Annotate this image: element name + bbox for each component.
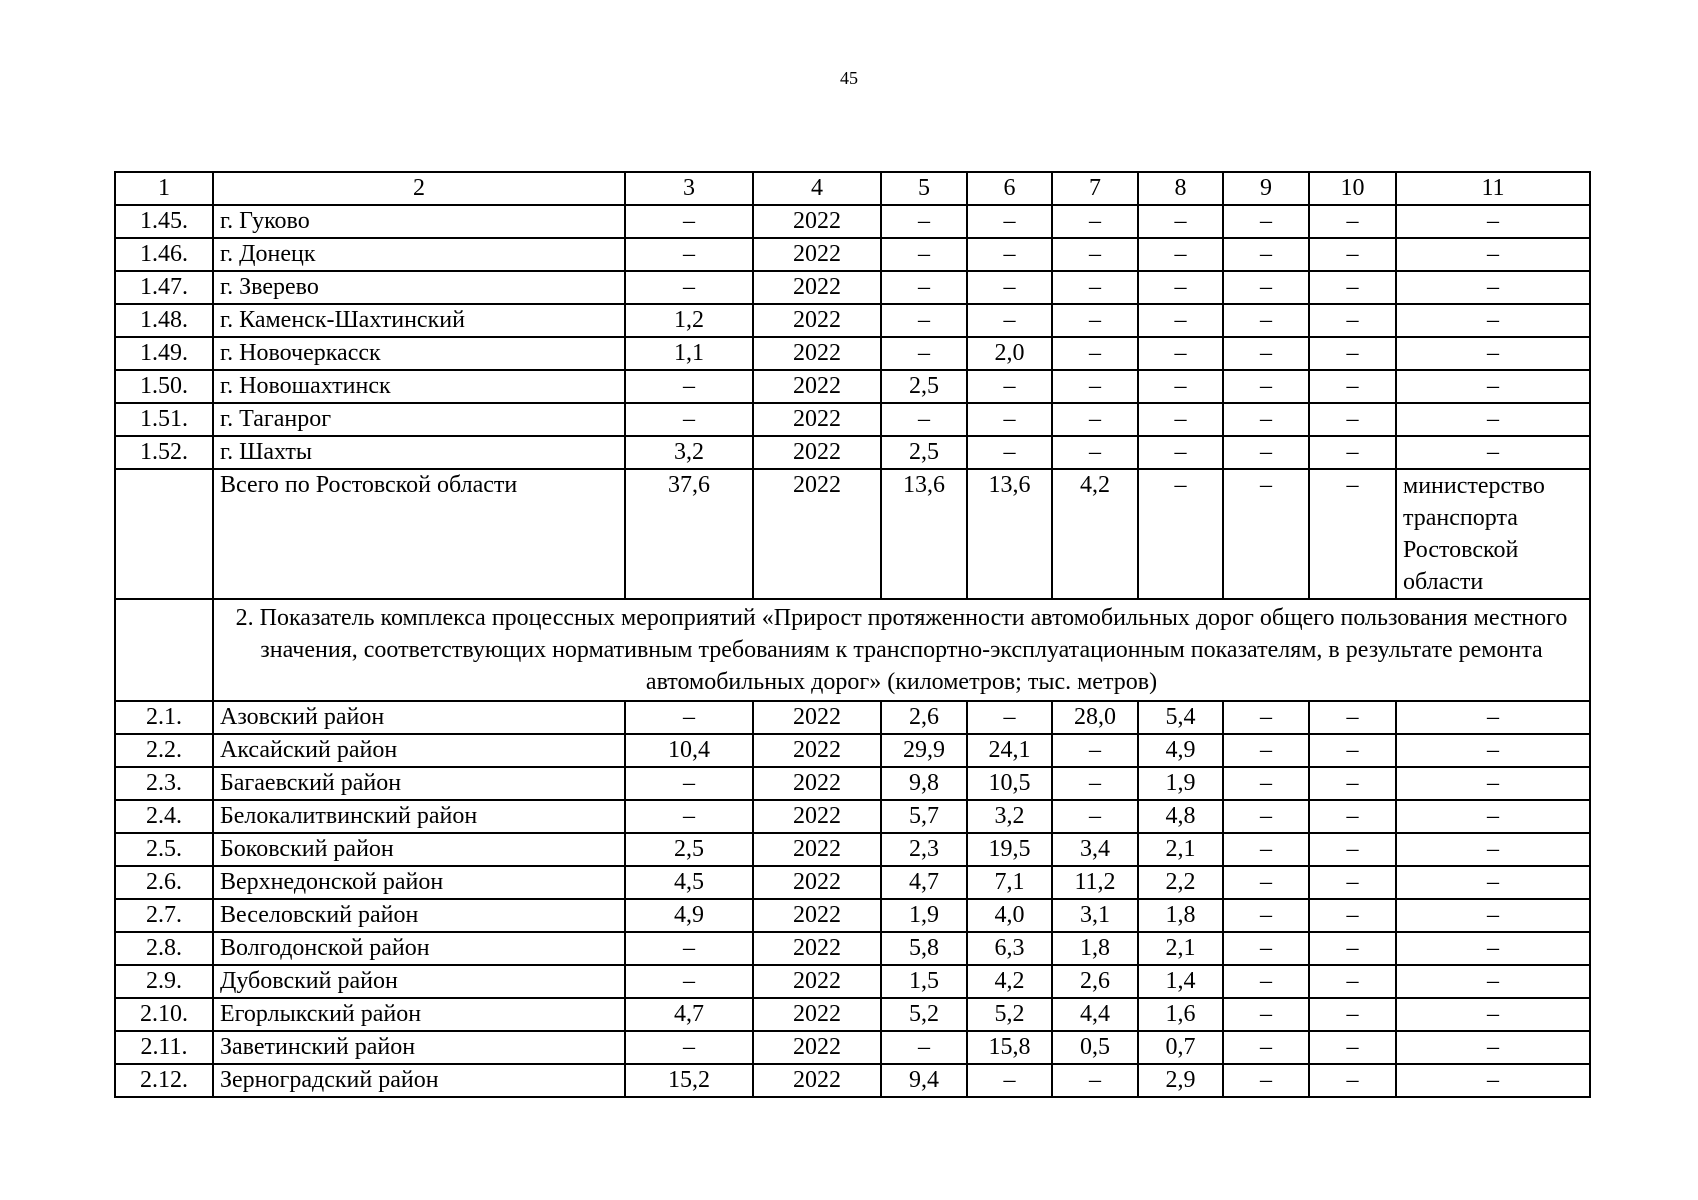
value-cell: – <box>1396 271 1590 304</box>
value-cell: 13,6 <box>881 469 967 599</box>
value-cell: – <box>1309 1031 1396 1064</box>
value-cell: 1,9 <box>881 899 967 932</box>
table-row <box>115 436 1590 469</box>
header-cell: 2 <box>213 172 625 205</box>
value-cell: – <box>625 1031 753 1064</box>
value-cell: – <box>1223 205 1309 238</box>
value-cell: 2,6 <box>881 701 967 734</box>
value-cell: 2,9 <box>1138 1064 1223 1097</box>
row-name-cell: г. Новочеркасск <box>213 337 625 370</box>
value-cell: 4,9 <box>625 899 753 932</box>
value-cell: 2022 <box>753 1031 881 1064</box>
value-cell: 15,2 <box>625 1064 753 1097</box>
value-cell: 5,7 <box>881 800 967 833</box>
row-number-cell: 2.2. <box>115 734 213 767</box>
value-cell: – <box>1223 932 1309 965</box>
section-title: 2. Показатель комплекса процессных мероприятий «Прирост протяженности автомобильных дорог общего пользования местного значения, соответствующих нормативным требованиям к транспортно-эксплуатационным показателям, в результате ремонта автомобильных дорог» (километров; тыс. метров) <box>213 599 1590 701</box>
value-cell: 4,4 <box>1052 998 1138 1031</box>
value-cell: – <box>967 370 1052 403</box>
value-cell: – <box>1396 403 1590 436</box>
value-cell: – <box>625 205 753 238</box>
value-cell: – <box>625 932 753 965</box>
value-cell: – <box>967 271 1052 304</box>
value-cell: 4,5 <box>625 866 753 899</box>
value-cell: – <box>1052 337 1138 370</box>
value-cell: 2,5 <box>625 833 753 866</box>
table-row <box>115 767 1590 800</box>
value-cell: – <box>1052 1064 1138 1097</box>
value-cell: – <box>1309 304 1396 337</box>
value-cell: 2022 <box>753 370 881 403</box>
row-name-cell: Багаевский район <box>213 767 625 800</box>
value-cell: 1,9 <box>1138 767 1223 800</box>
value-cell: 2,5 <box>881 436 967 469</box>
header-cell: 6 <box>967 172 1052 205</box>
value-cell: – <box>1309 337 1396 370</box>
row-name-cell: Дубовский район <box>213 965 625 998</box>
table-row <box>115 965 1590 998</box>
table-row <box>115 734 1590 767</box>
value-cell: – <box>1309 1064 1396 1097</box>
row-name-cell: г. Шахты <box>213 436 625 469</box>
row-name-cell: Верхнедонской район <box>213 866 625 899</box>
row-number-cell: 1.50. <box>115 370 213 403</box>
value-cell: – <box>1052 403 1138 436</box>
table-row <box>115 998 1590 1031</box>
value-cell: 19,5 <box>967 833 1052 866</box>
value-cell: – <box>1052 205 1138 238</box>
row-name-cell: Всего по Ростовской области <box>213 469 625 599</box>
value-cell: 4,8 <box>1138 800 1223 833</box>
value-cell: 2022 <box>753 205 881 238</box>
value-cell: – <box>967 403 1052 436</box>
value-cell: – <box>625 271 753 304</box>
value-cell: – <box>1223 403 1309 436</box>
value-cell: – <box>1309 205 1396 238</box>
value-cell: 0,5 <box>1052 1031 1138 1064</box>
header-cell: 5 <box>881 172 967 205</box>
table-row <box>115 866 1590 899</box>
section-title-row <box>115 599 1590 701</box>
page-number: 45 <box>840 68 858 88</box>
value-cell: – <box>625 965 753 998</box>
value-cell: 37,6 <box>625 469 753 599</box>
value-cell: – <box>1309 767 1396 800</box>
row-number-cell: 2.6. <box>115 866 213 899</box>
value-cell: 5,8 <box>881 932 967 965</box>
value-cell: 1,8 <box>1138 899 1223 932</box>
value-cell: – <box>1309 833 1396 866</box>
value-cell: – <box>881 1031 967 1064</box>
value-cell: – <box>1138 205 1223 238</box>
value-cell: 4,7 <box>881 866 967 899</box>
header-cell: 8 <box>1138 172 1223 205</box>
table-row <box>115 1064 1590 1097</box>
table-row <box>115 932 1590 965</box>
value-cell: – <box>1223 899 1309 932</box>
value-cell: 2022 <box>753 469 881 599</box>
value-cell: – <box>1223 734 1309 767</box>
value-cell: – <box>1052 238 1138 271</box>
value-cell: – <box>625 701 753 734</box>
value-cell: 4,0 <box>967 899 1052 932</box>
value-cell: 9,4 <box>881 1064 967 1097</box>
row-number-cell: 1.49. <box>115 337 213 370</box>
row-number-cell <box>115 469 213 599</box>
row-name-cell: г. Донецк <box>213 238 625 271</box>
row-name-cell: Азовский район <box>213 701 625 734</box>
row-name-cell: г. Зверево <box>213 271 625 304</box>
value-cell: – <box>967 304 1052 337</box>
value-cell: – <box>625 800 753 833</box>
row-number-cell: 2.3. <box>115 767 213 800</box>
value-cell: – <box>1223 866 1309 899</box>
table-row <box>115 271 1590 304</box>
value-cell: 2022 <box>753 965 881 998</box>
value-cell: 28,0 <box>1052 701 1138 734</box>
value-cell: 2022 <box>753 866 881 899</box>
table-row <box>115 403 1590 436</box>
value-cell: – <box>1309 271 1396 304</box>
value-cell: – <box>625 370 753 403</box>
value-cell: – <box>881 403 967 436</box>
value-cell: 6,3 <box>967 932 1052 965</box>
value-cell: – <box>1052 271 1138 304</box>
row-name-cell: Аксайский район <box>213 734 625 767</box>
value-cell: – <box>1396 965 1590 998</box>
value-cell: – <box>1309 734 1396 767</box>
value-cell: – <box>967 701 1052 734</box>
value-cell: 7,1 <box>967 866 1052 899</box>
value-cell: – <box>1052 304 1138 337</box>
value-cell: – <box>881 304 967 337</box>
value-cell: – <box>1052 734 1138 767</box>
value-cell: – <box>1223 701 1309 734</box>
value-cell: – <box>1223 800 1309 833</box>
value-cell: 1,2 <box>625 304 753 337</box>
value-cell: – <box>1052 370 1138 403</box>
value-cell: – <box>1223 833 1309 866</box>
value-cell: 2,1 <box>1138 833 1223 866</box>
value-cell: 2,0 <box>967 337 1052 370</box>
value-cell: – <box>1396 337 1590 370</box>
value-cell: 10,4 <box>625 734 753 767</box>
value-cell: 2022 <box>753 701 881 734</box>
table-row <box>115 238 1590 271</box>
row-number-cell: 1.47. <box>115 271 213 304</box>
value-cell: – <box>1309 436 1396 469</box>
value-cell: 5,4 <box>1138 701 1223 734</box>
table-row <box>115 899 1590 932</box>
value-cell: – <box>1223 238 1309 271</box>
value-cell: – <box>1309 800 1396 833</box>
table-row <box>115 304 1590 337</box>
row-number-cell: 2.12. <box>115 1064 213 1097</box>
value-cell: – <box>1138 304 1223 337</box>
table-body <box>115 172 1590 1097</box>
value-cell: 1,5 <box>881 965 967 998</box>
row-number-cell: 1.52. <box>115 436 213 469</box>
row-name-cell: г. Новошахтинск <box>213 370 625 403</box>
row-name-cell: Зерноградский район <box>213 1064 625 1097</box>
value-cell: – <box>1052 767 1138 800</box>
value-cell: – <box>1396 767 1590 800</box>
row-name-cell: г. Каменск-Шахтинский <box>213 304 625 337</box>
header-cell: 4 <box>753 172 881 205</box>
value-cell: 2022 <box>753 932 881 965</box>
value-cell: 5,2 <box>967 998 1052 1031</box>
empty-cell <box>115 599 213 701</box>
row-name-cell: Волгодонской район <box>213 932 625 965</box>
value-cell: 10,5 <box>967 767 1052 800</box>
value-cell: 2022 <box>753 800 881 833</box>
header-cell: 9 <box>1223 172 1309 205</box>
value-cell: – <box>1138 469 1223 599</box>
value-cell: – <box>967 1064 1052 1097</box>
value-cell: – <box>1052 436 1138 469</box>
value-cell: – <box>967 238 1052 271</box>
value-cell: – <box>1138 403 1223 436</box>
value-cell: – <box>1138 238 1223 271</box>
value-cell: 2022 <box>753 436 881 469</box>
value-cell: 1,1 <box>625 337 753 370</box>
row-name-cell: Заветинский район <box>213 1031 625 1064</box>
value-cell: – <box>1309 469 1396 599</box>
value-cell: – <box>1396 1064 1590 1097</box>
value-cell: 2,2 <box>1138 866 1223 899</box>
header-cell: 7 <box>1052 172 1138 205</box>
value-cell: – <box>1309 899 1396 932</box>
value-cell: – <box>1396 800 1590 833</box>
row-number-cell: 2.1. <box>115 701 213 734</box>
value-cell: 5,2 <box>881 998 967 1031</box>
row-name-cell: Егорлыкский район <box>213 998 625 1031</box>
value-cell: министерство транспорта Ростовской области <box>1396 469 1590 599</box>
value-cell: – <box>1309 238 1396 271</box>
indicator-table <box>114 171 1591 1098</box>
value-cell: 0,7 <box>1138 1031 1223 1064</box>
value-cell: – <box>1138 370 1223 403</box>
value-cell: 3,4 <box>1052 833 1138 866</box>
row-number-cell: 2.11. <box>115 1031 213 1064</box>
value-cell: 2022 <box>753 238 881 271</box>
value-cell: – <box>1396 370 1590 403</box>
value-cell: – <box>1396 866 1590 899</box>
value-cell: 1,6 <box>1138 998 1223 1031</box>
value-cell: 2022 <box>753 304 881 337</box>
value-cell: – <box>1309 403 1396 436</box>
value-cell: 1,4 <box>1138 965 1223 998</box>
value-cell: – <box>1223 1031 1309 1064</box>
value-cell: 2022 <box>753 403 881 436</box>
row-number-cell: 2.4. <box>115 800 213 833</box>
value-cell: – <box>881 205 967 238</box>
value-cell: 2,5 <box>881 370 967 403</box>
value-cell: 2,1 <box>1138 932 1223 965</box>
value-cell: 1,8 <box>1052 932 1138 965</box>
value-cell: 4,7 <box>625 998 753 1031</box>
value-cell: 2,6 <box>1052 965 1138 998</box>
value-cell: – <box>1138 337 1223 370</box>
value-cell: 9,8 <box>881 767 967 800</box>
value-cell: 4,9 <box>1138 734 1223 767</box>
row-name-cell: Веселовский район <box>213 899 625 932</box>
value-cell: – <box>1223 337 1309 370</box>
table-row <box>115 337 1590 370</box>
row-name-cell: г. Таганрог <box>213 403 625 436</box>
value-cell: – <box>1396 998 1590 1031</box>
header-cell: 11 <box>1396 172 1590 205</box>
value-cell: – <box>1052 800 1138 833</box>
table-row <box>115 800 1590 833</box>
value-cell: 2022 <box>753 337 881 370</box>
value-cell: 29,9 <box>881 734 967 767</box>
row-name-cell: Белокалитвинский район <box>213 800 625 833</box>
value-cell: 3,2 <box>625 436 753 469</box>
value-cell: 2022 <box>753 833 881 866</box>
value-cell: 2022 <box>753 1064 881 1097</box>
table-row <box>115 205 1590 238</box>
value-cell: – <box>1396 205 1590 238</box>
value-cell: – <box>881 337 967 370</box>
value-cell: – <box>1309 701 1396 734</box>
value-cell: – <box>1309 932 1396 965</box>
table-row <box>115 833 1590 866</box>
row-number-cell: 1.46. <box>115 238 213 271</box>
value-cell: – <box>1223 1064 1309 1097</box>
value-cell: – <box>1396 701 1590 734</box>
header-cell: 10 <box>1309 172 1396 205</box>
value-cell: – <box>1396 899 1590 932</box>
value-cell: – <box>1223 370 1309 403</box>
row-name-cell: г. Гуково <box>213 205 625 238</box>
value-cell: – <box>1223 436 1309 469</box>
value-cell: – <box>1138 436 1223 469</box>
value-cell: – <box>881 271 967 304</box>
value-cell: 4,2 <box>1052 469 1138 599</box>
value-cell: – <box>1396 833 1590 866</box>
value-cell: 2022 <box>753 271 881 304</box>
value-cell: – <box>967 205 1052 238</box>
value-cell: – <box>1309 866 1396 899</box>
header-row <box>115 172 1590 205</box>
value-cell: 2022 <box>753 767 881 800</box>
value-cell: 2022 <box>753 734 881 767</box>
row-number-cell: 2.10. <box>115 998 213 1031</box>
value-cell: 2022 <box>753 899 881 932</box>
row-number-cell: 2.9. <box>115 965 213 998</box>
value-cell: 13,6 <box>967 469 1052 599</box>
table-row <box>115 370 1590 403</box>
value-cell: – <box>625 238 753 271</box>
row-name-cell: Боковский район <box>213 833 625 866</box>
value-cell: 11,2 <box>1052 866 1138 899</box>
table-row <box>115 1031 1590 1064</box>
value-cell: – <box>1223 998 1309 1031</box>
row-number-cell: 2.5. <box>115 833 213 866</box>
value-cell: 4,2 <box>967 965 1052 998</box>
value-cell: – <box>1223 271 1309 304</box>
value-cell: – <box>881 238 967 271</box>
header-cell: 3 <box>625 172 753 205</box>
value-cell: – <box>1396 238 1590 271</box>
value-cell: 24,1 <box>967 734 1052 767</box>
value-cell: – <box>1309 998 1396 1031</box>
value-cell: – <box>1309 965 1396 998</box>
value-cell: – <box>1396 304 1590 337</box>
value-cell: – <box>1396 932 1590 965</box>
row-number-cell: 1.48. <box>115 304 213 337</box>
value-cell: – <box>625 403 753 436</box>
value-cell: – <box>1223 767 1309 800</box>
value-cell: 3,1 <box>1052 899 1138 932</box>
value-cell: 2022 <box>753 998 881 1031</box>
value-cell: – <box>1223 469 1309 599</box>
value-cell: 2,3 <box>881 833 967 866</box>
table-row <box>115 701 1590 734</box>
total-row <box>115 469 1590 599</box>
row-number-cell: 1.51. <box>115 403 213 436</box>
value-cell: – <box>1138 271 1223 304</box>
header-cell: 1 <box>115 172 213 205</box>
value-cell: – <box>1309 370 1396 403</box>
value-cell: – <box>1396 734 1590 767</box>
row-number-cell: 1.45. <box>115 205 213 238</box>
value-cell: – <box>967 436 1052 469</box>
value-cell: – <box>625 767 753 800</box>
value-cell: – <box>1396 436 1590 469</box>
value-cell: – <box>1223 965 1309 998</box>
row-number-cell: 2.8. <box>115 932 213 965</box>
row-number-cell: 2.7. <box>115 899 213 932</box>
value-cell: 3,2 <box>967 800 1052 833</box>
value-cell: – <box>1396 1031 1590 1064</box>
value-cell: 15,8 <box>967 1031 1052 1064</box>
value-cell: – <box>1223 304 1309 337</box>
